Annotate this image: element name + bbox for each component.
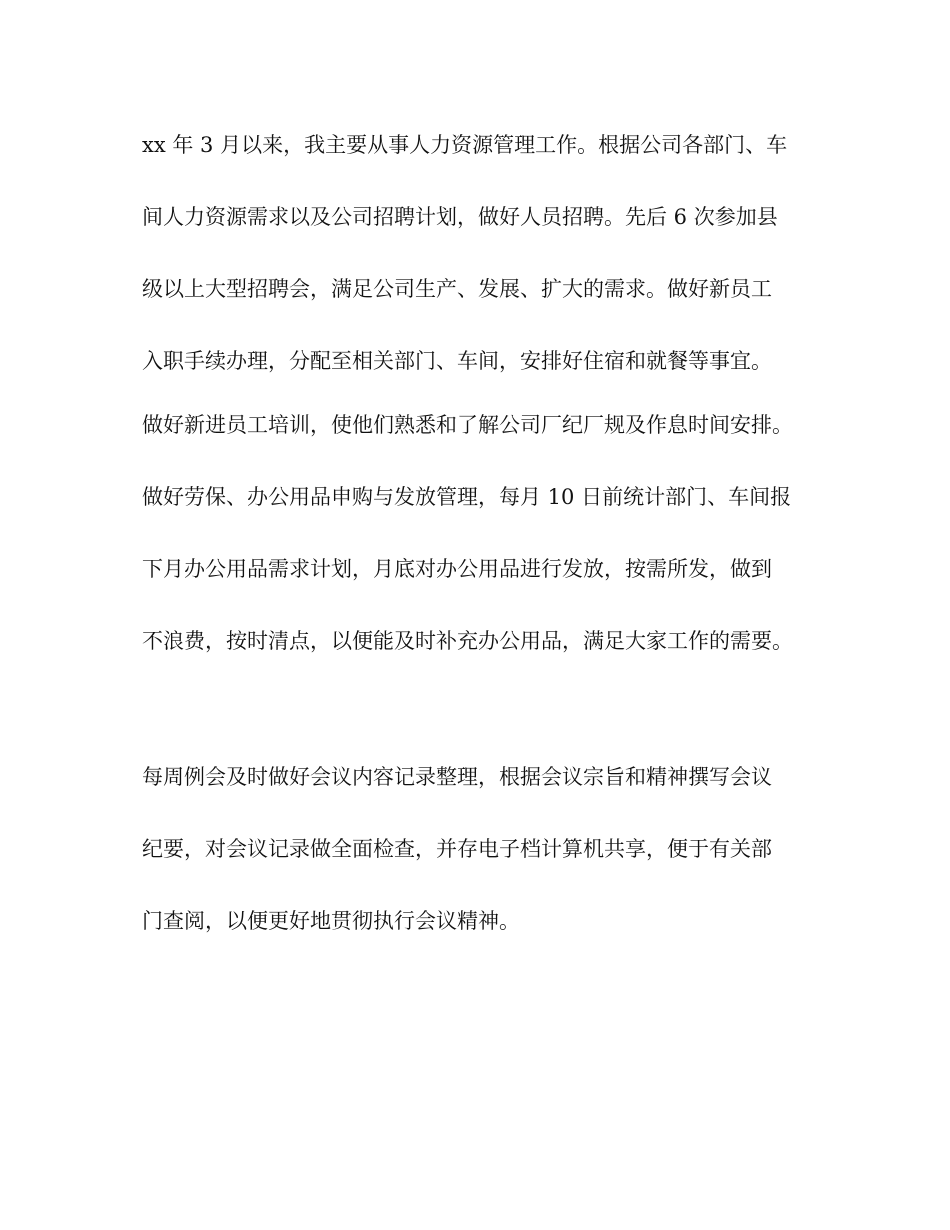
paragraph-1-line-3: 级以上大型招聘会，满足公司生产、发展、扩大的需求。做好新员工 — [142, 277, 772, 301]
paragraph-1-line-1: xx 年 3 月以来，我主要从事人力资源管理工作。根据公司各部门、车 — [142, 133, 788, 157]
paragraph-1-line-7: 下月办公用品需求计划，月底对办公用品进行发放，按需所发，做到 — [142, 557, 772, 581]
paragraph-1-line-2: 间人力资源需求以及公司招聘计划，做好人员招聘。先后 6 次参加县 — [142, 205, 778, 229]
paragraph-2-line-2: 纪要，对会议记录做全面检查，并存电子档计算机共享，便于有关部 — [142, 837, 772, 861]
paragraph-2-line-1: 每周例会及时做好会议内容记录整理，根据会议宗旨和精神撰写会议 — [142, 765, 772, 789]
paragraph-1-line-8: 不浪费，按时清点，以便能及时补充办公用品，满足大家工作的需要。 — [142, 629, 793, 653]
paragraph-1-line-4: 入职手续办理，分配至相关部门、车间，安排好住宿和就餐等事宜。 — [142, 349, 772, 373]
paragraph-2-line-3: 门查阅，以便更好地贯彻执行会议精神。 — [142, 909, 520, 933]
paragraph-1-line-6: 做好劳保、办公用品申购与发放管理，每月 10 日前统计部门、车间报 — [142, 485, 792, 509]
paragraph-1-line-5: 做好新进员工培训，使他们熟悉和了解公司厂纪厂规及作息时间安排。 — [142, 413, 793, 437]
